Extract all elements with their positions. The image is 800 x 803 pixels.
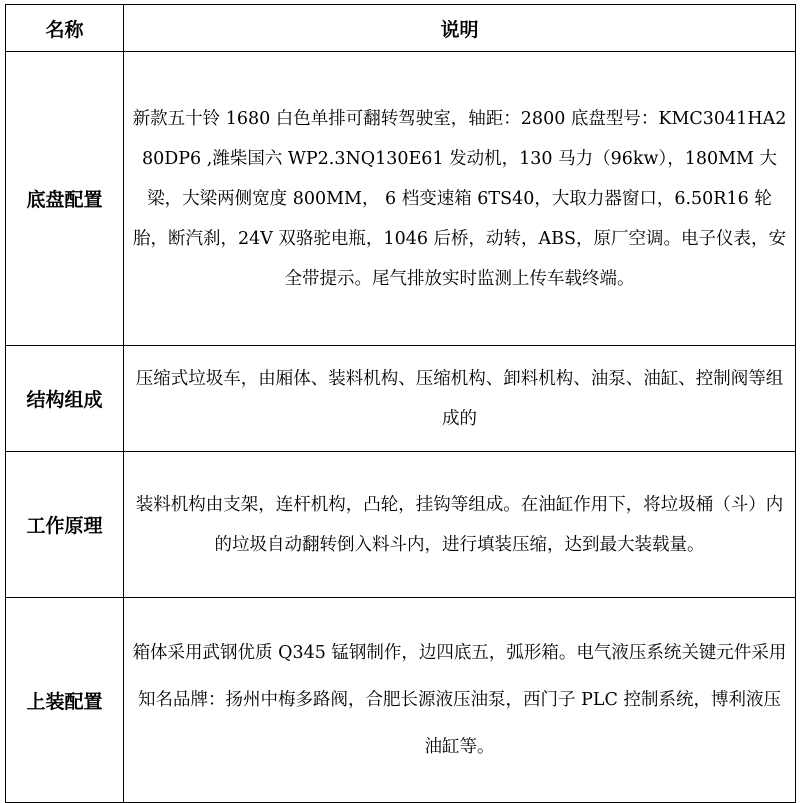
table-header-row [6,5,796,52]
row-desc-structure: 压缩式垃圾车，由厢体、装料机构、压缩机构、卸料机构、油泵、油缸、控制阀等组成的 [124,346,796,452]
row-name-structure: 结构组成 [6,346,124,452]
table-row-body [6,598,796,803]
table-row-structure [6,346,796,452]
row-name-principle: 工作原理 [6,452,124,598]
header-desc-cell: 说明 [124,5,796,52]
row-name-body: 上装配置 [6,598,124,803]
row-desc-principle: 装料机构由支架，连杆机构，凸轮，挂钩等组成。在油缸作用下，将垃圾桶（斗）内的垃圾自动翻转倒入料斗内，进行填装压缩，达到最大装载量。 [124,452,796,598]
row-desc-chassis: 新款五十铃 1680 白色单排可翻转驾驶室，轴距：2800 底盘型号：KMC3041HA280DP6 ,潍柴国六 WP2.3NQ130E61 发动机，130 马力（96kw），180MM 大梁，大梁两侧宽度 800MM， 6 档变速箱 6TS40，大取力器窗口，6.50R16 轮胎，断汽刹，24V 双骆驼电瓶，1046 后桥，动转，ABS，原厂空调。电子仪表，安全带提示。尾气排放实时监测上传车载终端。 [124,52,796,346]
table-row-principle [6,452,796,598]
row-desc-body: 箱体采用武钢优质 Q345 锰钢制作，边四底五，弧形箱。电气液压系统关键元件采用知名品牌：扬州中梅多路阀，合肥长源液压油泵，西门子 PLC 控制系统，博利液压油缸等。 [124,598,796,803]
header-name-cell: 名称 [6,5,124,52]
spec-table [5,4,796,803]
table-row-chassis [6,52,796,346]
row-name-chassis: 底盘配置 [6,52,124,346]
